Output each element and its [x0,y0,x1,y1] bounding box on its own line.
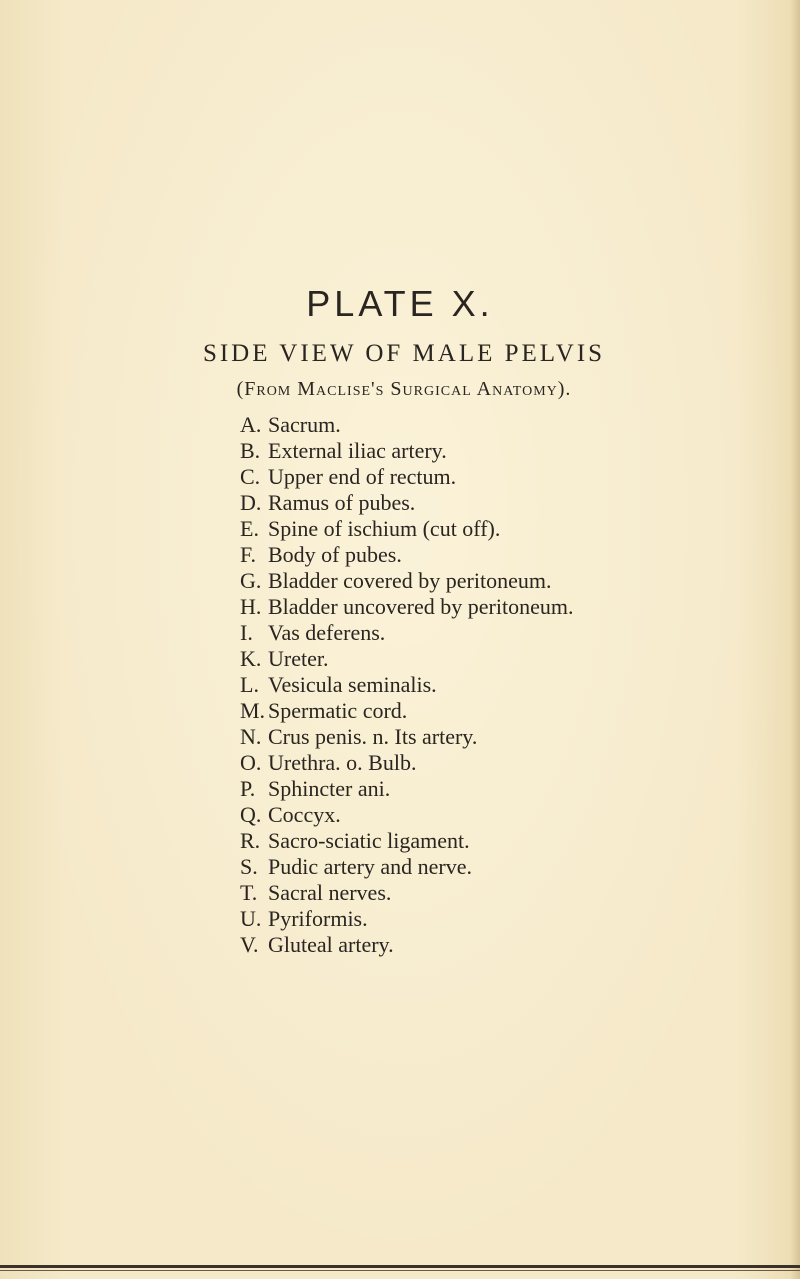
legend-letter: V. [240,932,259,957]
legend-text: Urethra. o. Bulb. [268,750,417,775]
legend-text: Body of pubes. [268,542,402,567]
legend-text: Bladder covered by peritoneum. [268,568,552,593]
legend-item [240,490,573,516]
legend-item [240,724,573,750]
legend-letter: L. [240,672,259,697]
legend-item [240,828,573,854]
legend-letter: B. [240,438,261,463]
legend-item [240,594,573,620]
legend-list [240,412,573,958]
legend-text: Coccyx. [268,802,341,827]
legend-item [240,750,573,776]
legend-text: Spermatic cord. [268,698,408,723]
plate-source: (From Maclise's Surgical Anatomy). [236,378,572,400]
legend-text: External iliac artery. [268,438,447,463]
legend-text: Vesicula seminalis. [268,672,437,697]
legend-item [240,412,573,438]
legend-letter: U. [240,906,262,931]
bottom-rule [0,1265,800,1268]
legend-item [240,698,573,724]
legend-text: Bladder uncovered by peritoneum. [268,594,574,619]
legend-letter: K. [240,646,262,671]
plate-title: PLATE X. [306,283,494,324]
legend-item [240,854,573,880]
legend-item [240,776,573,802]
legend-text: Pyriformis. [268,906,368,931]
legend-letter: H. [240,594,262,619]
legend-letter: P. [240,776,256,801]
legend-text: Upper end of rectum. [268,464,457,489]
legend-letter: D. [240,490,262,515]
legend-item [240,906,573,932]
legend-item [240,516,573,542]
legend-letter: I. [240,620,253,645]
legend-item [240,672,573,698]
legend-letter: F. [240,542,256,567]
legend-letter: R. [240,828,261,853]
legend-letter: T. [240,880,258,905]
legend-letter: S. [240,854,258,879]
legend-item [240,646,573,672]
legend-text: Pudic artery and nerve. [268,854,473,879]
legend-letter: N. [240,724,262,749]
legend-letter: Q. [240,802,262,827]
legend-item [240,620,573,646]
legend-item [240,568,573,594]
legend-item [240,464,573,490]
legend-item [240,880,573,906]
bottom-rule-secondary [0,1270,800,1271]
legend-text: Gluteal artery. [268,932,394,957]
legend-letter: A. [240,412,262,437]
legend-item [240,932,573,958]
legend-text: Sphincter ani. [268,776,391,801]
plate-subtitle: SIDE VIEW OF MALE PELVIS [202,340,606,367]
legend-letter: C. [240,464,261,489]
legend-item [240,542,573,568]
legend-letter: E. [240,516,259,541]
legend-text: Sacro-sciatic ligament. [268,828,470,853]
legend-text: Spine of ischium (cut off). [268,516,501,541]
legend-letter: G. [240,568,262,593]
legend-item [240,802,573,828]
legend-letter: O. [240,750,262,775]
page-edge-shadow [790,0,800,1279]
legend-letter: M. [240,698,266,723]
legend-text: Ramus of pubes. [268,490,416,515]
legend-text: Vas deferens. [268,620,386,645]
legend-item [240,438,573,464]
legend-text: Ureter. [268,646,329,671]
legend-text: Sacral nerves. [268,880,392,905]
legend-text: Crus penis. n. Its artery. [268,724,478,749]
legend-text: Sacrum. [268,412,341,437]
